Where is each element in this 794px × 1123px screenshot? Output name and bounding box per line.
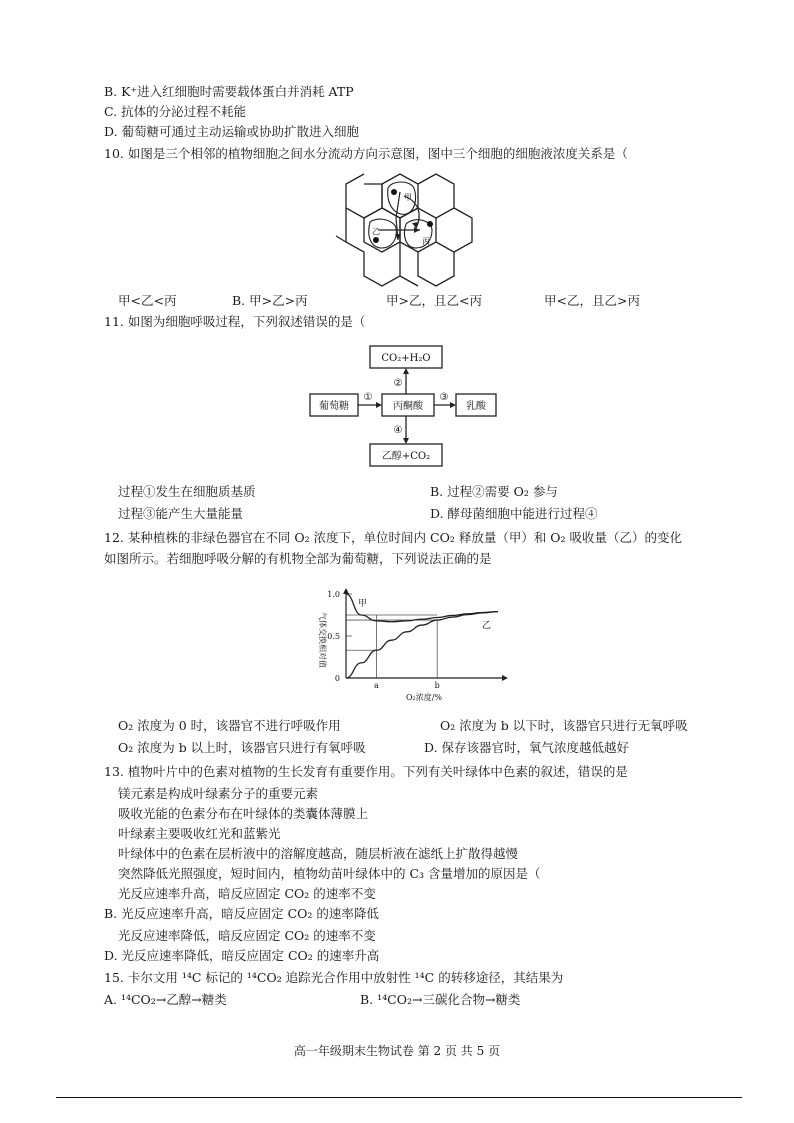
q11-option-a: 过程①发生在细胞质基质 xyxy=(118,484,256,499)
y-tick-0: 0 xyxy=(334,674,340,683)
q11-option-d: D. 酵母菌细胞中能进行过程④ xyxy=(430,506,598,521)
q10-option-c: 甲>乙，且乙<丙 xyxy=(386,293,482,308)
q11-option-c: 过程③能产生大量能量 xyxy=(118,506,244,521)
nucleus-yi xyxy=(373,237,379,243)
label-ethanol-co2: 乙醇+CO₂ xyxy=(381,451,431,462)
cell-label-yi: 乙 xyxy=(372,227,380,236)
q9-option-c: C. 抗体的分泌过程不耗能 xyxy=(104,104,247,119)
q13-option-c: 叶绿素主要吸收红光和蓝紫光 xyxy=(118,826,281,841)
nucleus-jia xyxy=(391,189,397,195)
q10-option-a: 甲<乙<丙 xyxy=(118,293,177,308)
series-jia-line xyxy=(346,594,498,622)
step-3-label: ③ xyxy=(439,392,449,403)
bottom-rule xyxy=(56,1097,742,1098)
q11-stem: 11. 如图为细胞呼吸过程，下列叙述错误的是（ xyxy=(104,314,366,329)
q12-option-a: O₂ 浓度为 0 时，该器官不进行呼吸作用 xyxy=(118,718,341,733)
y-axis-label: 气体交换相对值 xyxy=(318,612,327,668)
q13-option-b: 吸收光能的色素分布在叶绿体的类囊体薄膜上 xyxy=(118,806,369,821)
label-co2-h2o: CO₂+H₂O xyxy=(381,353,431,364)
q12-stem-line1: 12. 某种植株的非绿色器官在不同 O₂ 浓度下，单位时间内 CO₂ 释放量（甲）和 O₂ 吸收量（乙）的变化 xyxy=(104,530,683,545)
legend-jia: 甲 xyxy=(358,599,368,609)
cell-label-jia: 甲 xyxy=(404,193,412,202)
q11-option-b: B. 过程②需要 O₂ 参与 xyxy=(430,484,558,499)
plant-cells-diagram xyxy=(334,166,474,288)
step-2-label: ② xyxy=(393,378,403,389)
q13-option-a: 镁元素是构成叶绿素分子的重要元素 xyxy=(118,786,319,801)
x-tick-a: a xyxy=(374,681,379,690)
label-lactic-acid: 乳酸 xyxy=(466,401,486,412)
q13-option-d: 叶绿体中的色素在层析液中的溶解度越高，随层析液在滤纸上扩散得越慢 xyxy=(118,846,519,861)
x-axis-label: O₂浓度/% xyxy=(405,693,443,702)
q10-stem: 10. 如图是三个相邻的植物细胞之间水分流动方向示意图，图中三个细胞的细胞液浓度关系是（ xyxy=(104,146,628,161)
q15-option-b: B. ¹⁴CO₂→三碳化合物→糖类 xyxy=(360,992,521,1007)
respiration-diagram xyxy=(306,344,506,470)
gas-exchange-chart xyxy=(306,584,514,706)
q14-stem: 突然降低光照强度，短时间内，植物幼苗叶绿体中的 C₃ 含量增加的原因是（ xyxy=(118,866,541,881)
legend-yi: 乙 xyxy=(482,621,492,631)
q15-option-a: A. ¹⁴CO₂→乙醇→糖类 xyxy=(104,992,227,1007)
q12-option-b: O₂ 浓度为 b 以下时，该器官只进行无氧呼吸 xyxy=(440,718,688,733)
nucleus-bing xyxy=(427,221,433,227)
q14-option-c: 光反应速率降低，暗反应固定 CO₂ 的速率不变 xyxy=(118,928,376,943)
q12-stem-line2: 如图所示。若细胞呼吸分解的有机物全部为葡萄糖，下列说法正确的是 xyxy=(104,551,492,566)
q10-option-d: 甲<乙，且乙>丙 xyxy=(544,293,640,308)
y-tick-1-0: 1.0 xyxy=(327,590,340,599)
q14-option-a: 光反应速率升高，暗反应固定 CO₂ 的速率不变 xyxy=(118,886,376,901)
label-glucose: 葡萄糖 xyxy=(319,401,349,412)
step-1-label: ① xyxy=(363,392,373,403)
q10-option-b: B. 甲>乙>丙 xyxy=(232,293,308,308)
step-4-label: ④ xyxy=(393,425,403,436)
q12-option-d: D. 保存该器官时，氧气浓度越低越好 xyxy=(424,740,630,755)
q9-option-d: D. 葡萄糖可通过主动运输或协助扩散进入细胞 xyxy=(104,124,360,139)
q14-option-b: B. 光反应速率升高，暗反应固定 CO₂ 的速率降低 xyxy=(104,906,379,921)
q14-option-d: D. 光反应速率降低，暗反应固定 CO₂ 的速率升高 xyxy=(104,948,380,963)
series-yi-line xyxy=(346,612,498,678)
x-tick-b: b xyxy=(434,681,440,690)
page-footer: 高一年级期末生物试卷 第 2 页 共 5 页 xyxy=(293,1044,501,1058)
label-pyruvate: 丙酮酸 xyxy=(393,401,423,412)
q13-stem: 13. 植物叶片中的色素对植物的生长发育有重要作用。下列有关叶绿体中色素的叙述，错误的是 xyxy=(104,764,628,779)
cell-label-bing: 丙 xyxy=(422,237,430,246)
q12-option-c: O₂ 浓度为 b 以上时，该器官只进行有氧呼吸 xyxy=(118,740,366,755)
y-tick-0-5: 0.5 xyxy=(327,632,340,641)
q9-option-b: B. K⁺进入红细胞时需要载体蛋白并消耗 ATP xyxy=(104,84,354,99)
q15-stem: 15. 卡尔文用 ¹⁴C 标记的 ¹⁴CO₂ 追踪光合作用中放射性 ¹⁴C 的转移途径，其结果为 xyxy=(104,970,564,985)
